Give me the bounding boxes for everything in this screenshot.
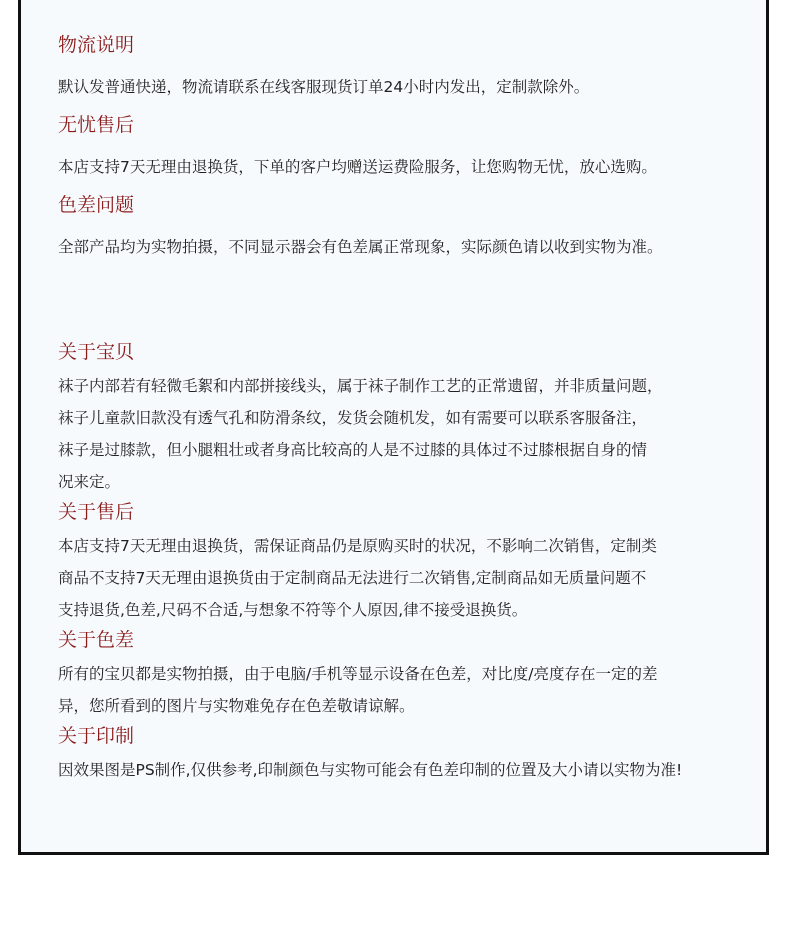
section-text-about-product-3: 袜子是过膝款，但小腿粗壮或者身高比较高的人是不过膝的具体过不过膝根据自身的情 [58,441,648,459]
section-text-worry-free: 本店支持7天无理由退换货，下单的客户均赠送运费险服务，让您购物无忧，放心选购。 [58,158,657,176]
section-heading-about-product: 关于宝贝 [58,341,135,363]
section-text-about-product-2: 袜子儿童款旧款没有透气孔和防滑条纹，发货会随机发，如有需要可以联系客服备注， [58,409,648,427]
section-text-after-sales-2: 商品不支持7天无理由退换货由于定制商品无法进行二次销售,定制商品如无质量问题不 [58,569,647,587]
section-text-after-sales-1: 本店支持7天无理由退换货，需保证商品仍是原购买时的状况，不影响二次销售，定制类 [58,537,657,555]
section-heading-shipping: 物流说明 [58,34,135,56]
section-text-about-product-4: 况来定。 [58,473,121,491]
section-text-color-difference: 全部产品均为实物拍摄，不同显示器会有色差属正常现象，实际颜色请以收到实物为准。 [58,238,663,256]
section-heading-color-difference: 色差问题 [58,194,135,216]
section-heading-worry-free: 无忧售后 [58,114,135,136]
info-panel [18,0,769,855]
section-heading-after-sales: 关于售后 [58,501,135,523]
section-text-about-product-1: 袜子内部若有轻微毛絮和内部拼接线头，属于袜子制作工艺的正常遗留，并非质量问题， [58,377,663,395]
section-text-about-color-1: 所有的宝贝都是实物拍摄，由于电脑/手机等显示设备在色差，对比度/亮度存在一定的差 [58,665,658,683]
section-heading-about-color: 关于色差 [58,629,135,651]
section-heading-about-printing: 关于印制 [58,725,135,747]
section-text-about-color-2: 异，您所看到的图片与实物难免存在色差敬请谅解。 [58,697,415,715]
section-text-about-printing: 因效果图是PS制作,仅供参考,印制颜色与实物可能会有色差印制的位置及大小请以实物为准! [58,761,683,779]
section-text-after-sales-3: 支持退货,色差,尺码不合适,与想象不符等个人原因,律不接受退换货。 [58,601,528,619]
section-text-shipping: 默认发普通快递，物流请联系在线客服现货订单24小时内发出，定制款除外。 [58,78,590,96]
